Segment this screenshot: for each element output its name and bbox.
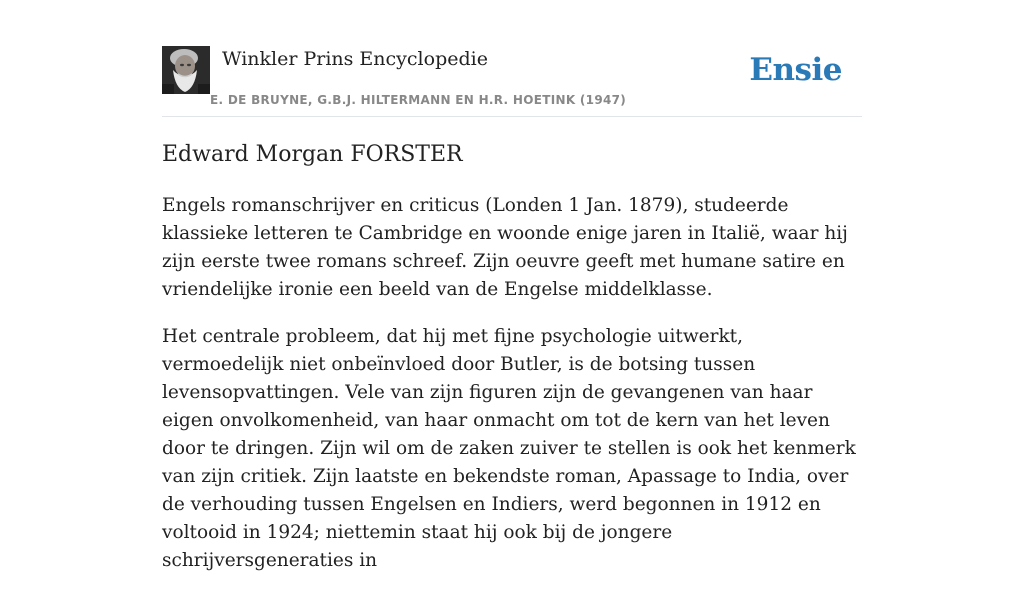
page-title: Edward Morgan FORSTER	[162, 142, 463, 167]
article-paragraph: Engels romanschrijver en criticus (Londen 1 Jan. 1879), studeerde klassieke letteren te Cambridge en woonde enige jaren in Italië, waar hij zijn eerste twee romans schreef. Zijn oeuvre geeft met humane satire en vriendelijke ironie een beeld van de Engelse middelklasse.	[162, 195, 848, 300]
brand-logo[interactable]: Ensie	[749, 52, 842, 88]
portrait-icon	[162, 46, 210, 94]
authors-subtitle: E. DE BRUYNE, G.B.J. HILTERMANN EN H.R. HOETINK (1947)	[210, 93, 627, 107]
site-title[interactable]: Winkler Prins Encyclopedie	[222, 48, 488, 70]
avatar[interactable]	[162, 46, 210, 94]
article-paragraph: Het centrale probleem, dat hij met fijne psychologie uitwerkt, vermoedelijk niet onbeïnvloed door Butler, is de botsing tussen levensopvattingen. Vele van zijn figuren zijn de gevangenen van haar eigen onvolkomenheid, van haar onmacht om tot de kern van het leven door te dringen. Zijn wil om de zaken zuiver te stellen is ook het kenmerk van zijn critiek. Zijn laatste en bekendste roman, Apassage to India, over de verhouding tussen Engelsen en Indiers, werd begonnen in 1912 en voltooid in 1924; niettemin staat hij ook bij de jongere schrijversgeneraties in	[162, 326, 856, 571]
site-header	[162, 46, 862, 117]
article-body	[162, 192, 862, 594]
